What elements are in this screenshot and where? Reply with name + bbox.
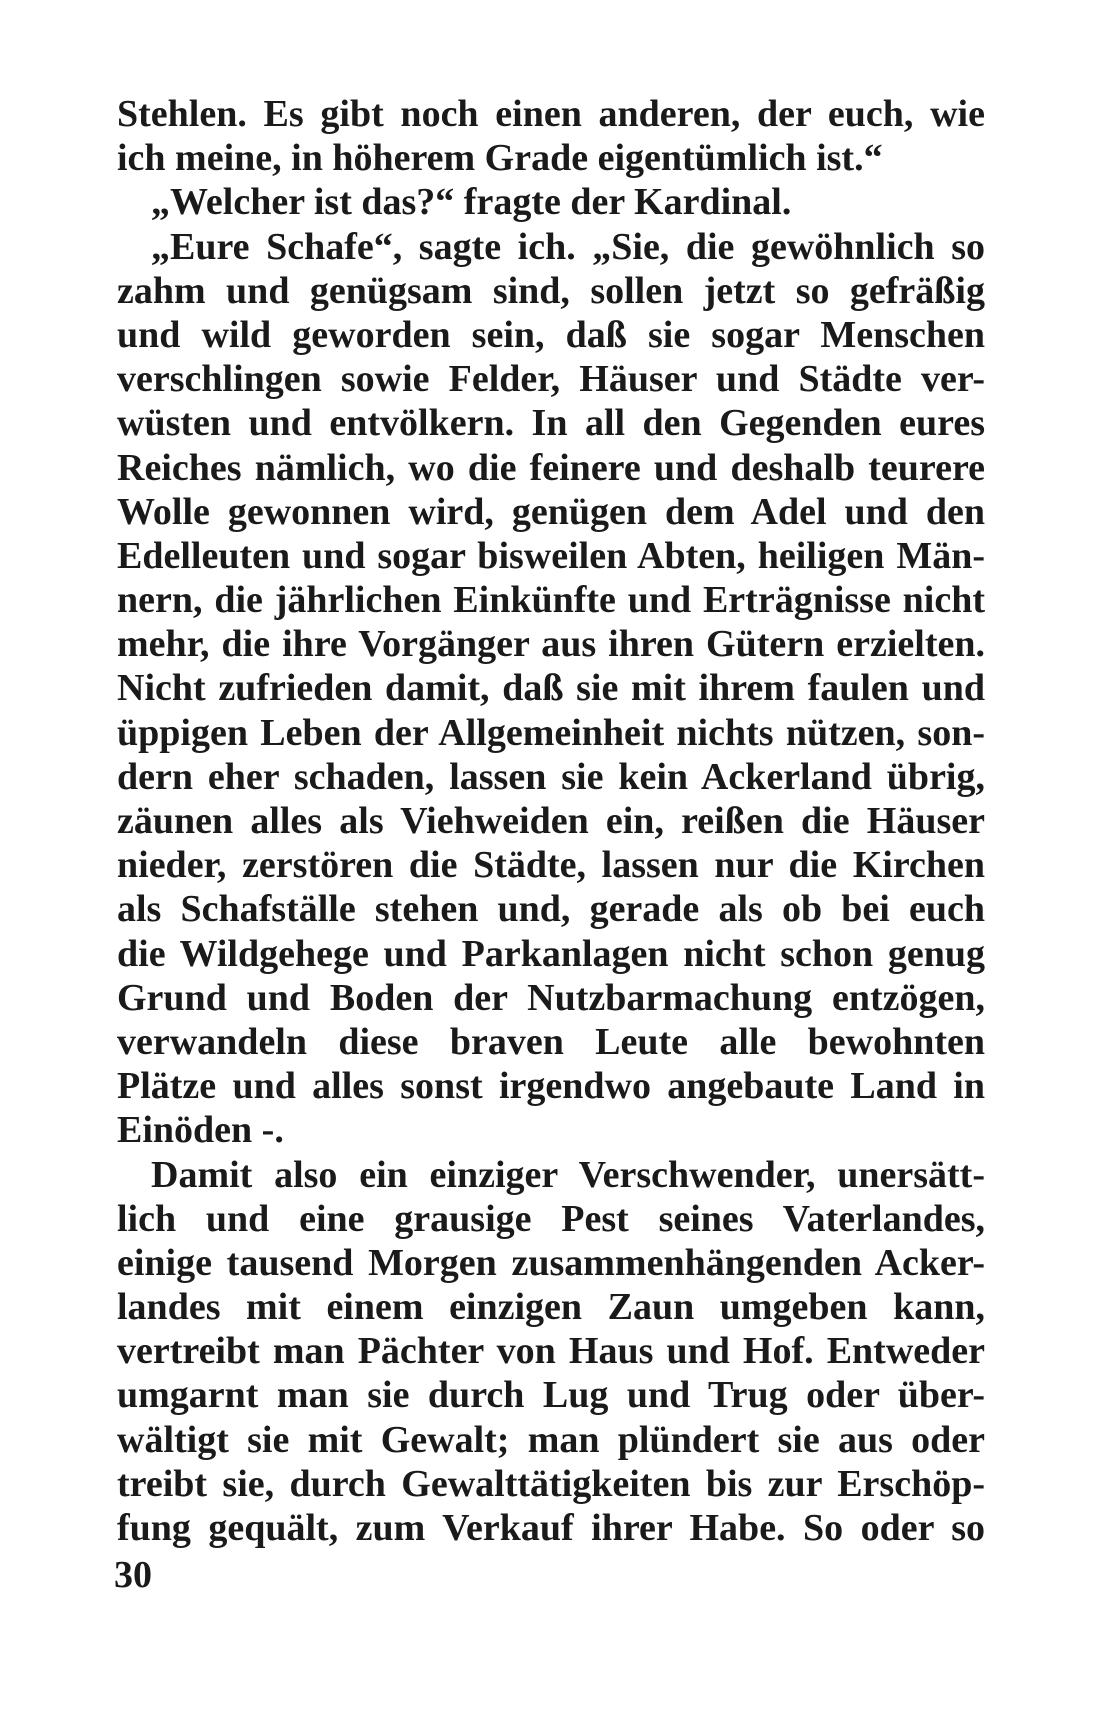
text-line: Grund und Boden der Nutzbarmachung entzögen, bbox=[117, 976, 985, 1019]
text-line: umgarnt man sie durch Lug und Trug oder über- bbox=[117, 1374, 985, 1417]
text-line: üppigen Leben der Allgemeinheit nichts nützen, son- bbox=[117, 711, 985, 754]
text-line: zäunen alles als Viehweiden ein, reißen die Häuser bbox=[117, 800, 985, 842]
text-line: einige tausend Morgen zusammenhängenden Acker- bbox=[117, 1241, 985, 1284]
text-line: ich meine, in höherem Grade eigentümlich ist.“ bbox=[117, 137, 883, 180]
text-line: lich und eine grausige Pest seines Vaterlandes, bbox=[117, 1197, 985, 1240]
text-line: Plätze und alles sonst irgendwo angebaute Land in bbox=[117, 1065, 985, 1108]
text-line: landes mit einem einzigen Zaun umgeben kann, bbox=[117, 1286, 985, 1329]
text-line: Reiches nämlich, wo die feinere und deshalb teurere bbox=[117, 446, 985, 489]
text-line: „Welcher ist das?“ fragte der Kardinal. bbox=[151, 181, 792, 224]
text-line: verwandeln diese braven Leute alle bewohnten bbox=[117, 1020, 985, 1063]
text-line: fung gequält, zum Verkauf ihrer Habe. So oder so bbox=[117, 1507, 985, 1549]
body-text bbox=[117, 92, 985, 1550]
text-line: „Eure Schafe“, sagte ich. „Sie, die gewöhnlich so bbox=[151, 225, 985, 268]
text-line: mehr, die ihre Vorgänger aus ihren Gütern erzielten. bbox=[117, 623, 985, 666]
text-line: Edelleuten und sogar bisweilen Abten, heiligen Män- bbox=[117, 534, 985, 577]
page-number: 30 bbox=[114, 1554, 152, 1596]
text-line: dern eher schaden, lassen sie kein Ackerland übrig, bbox=[117, 755, 985, 798]
text-line: verschlingen sowie Felder, Häuser und Städte ver- bbox=[117, 358, 985, 401]
text-line: wüsten und entvölkern. In all den Gegenden eures bbox=[117, 402, 985, 445]
text-line: Einöden -. bbox=[117, 1109, 284, 1152]
text-line: Nicht zufrieden damit, daß sie mit ihrem faulen und bbox=[117, 667, 985, 710]
text-line: nern, die jährlichen Einkünfte und Erträgnisse nicht bbox=[117, 579, 985, 622]
text-line: und wild geworden sein, daß sie sogar Menschen bbox=[117, 313, 985, 356]
text-line: zahm und genügsam sind, sollen jetzt so gefräßig bbox=[117, 269, 985, 312]
text-line: nieder, zerstören die Städte, lassen nur die Kirchen bbox=[117, 844, 985, 887]
text-line: die Wildgehege und Parkanlagen nicht schon genug bbox=[117, 932, 985, 975]
text-line: Stehlen. Es gibt noch einen anderen, der euch, wie bbox=[117, 93, 985, 135]
text-line: wältigt sie mit Gewalt; man plündert sie aus oder bbox=[117, 1418, 985, 1461]
text-line: Damit also ein einziger Verschwender, unersätt- bbox=[151, 1153, 985, 1196]
text-line: Wolle gewonnen wird, genügen dem Adel und den bbox=[117, 490, 985, 533]
text-line: treibt sie, durch Gewalttätigkeiten bis zur Erschöp- bbox=[117, 1462, 985, 1505]
text-line: als Schafställe stehen und, gerade als ob bei euch bbox=[117, 888, 985, 931]
text-line: vertreibt man Pächter von Haus und Hof. Entweder bbox=[117, 1330, 985, 1373]
